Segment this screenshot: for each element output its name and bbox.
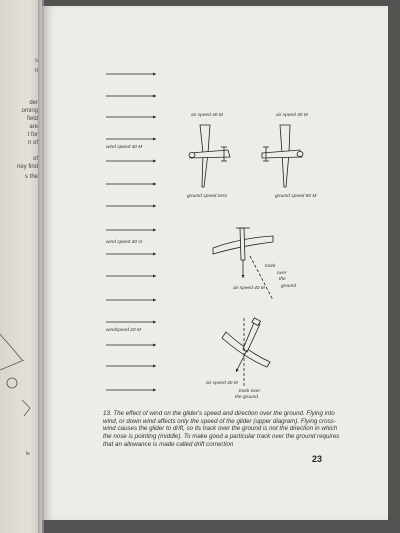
glider-into-wind-icon [189,125,230,187]
left-fragment: field [26,116,38,122]
track-line: track [265,264,276,269]
air-speed-top-right-label: air speed 40 M [276,113,308,118]
left-fragment: der [29,100,38,106]
track-over-ground-bottom-label [235,389,260,401]
track-line: track over [239,389,261,394]
left-fragment: oming [21,108,38,114]
left-fragment: s the [24,174,38,180]
wind-arrows-bottom [106,300,156,390]
track-line: the [279,277,286,282]
air-speed-top-left-label: air speed 40 M [191,113,223,118]
track-line: the ground [235,395,258,400]
svg-text:le: le [26,451,30,457]
page-number: 23 [312,454,323,464]
figure-caption: 13. The effect of wind on the glider's speed and direction over the ground. Flying into wind, or down wind affects only the speed of the glider (upper diagram). Flying cross-wind causes the glider to drift, so its track over the ground is not the direction in which the nose is pointing (middle). To make good a particular track over the ground requires that an allowance is made called drift correction [103,410,340,448]
glider-drift-correction-icon [222,318,270,386]
left-fragment: ney find [16,164,38,170]
glider-down-wind-icon [262,125,303,187]
wind-arrows-top [106,74,156,206]
left-fragment: of [32,156,38,162]
wind-speed-bottom-label: windspeed 20 M [106,328,141,333]
left-fragment: s [35,58,38,64]
left-fragment: are [29,124,38,130]
wind-arrows-middle [106,230,156,276]
ground-speed-zero-label: ground speed zero [187,194,228,199]
left-fragment: n of [27,140,38,146]
wind-speed-middle-label: wind speed 40 st [106,240,143,245]
air-speed-middle-label: air speed 40 M [233,286,265,291]
track-over-ground-middle-label [265,264,296,290]
track-line: over [277,270,287,276]
wind-speed-top-label: wind speed 40 M [106,145,143,150]
ground-speed-80-label: ground speed 80 M [275,194,317,199]
track-line: ground [281,283,296,289]
air-speed-bottom-label: air speed 40 M [206,381,238,386]
left-fragment: t for [27,132,38,138]
left-fragment: n [34,68,38,74]
